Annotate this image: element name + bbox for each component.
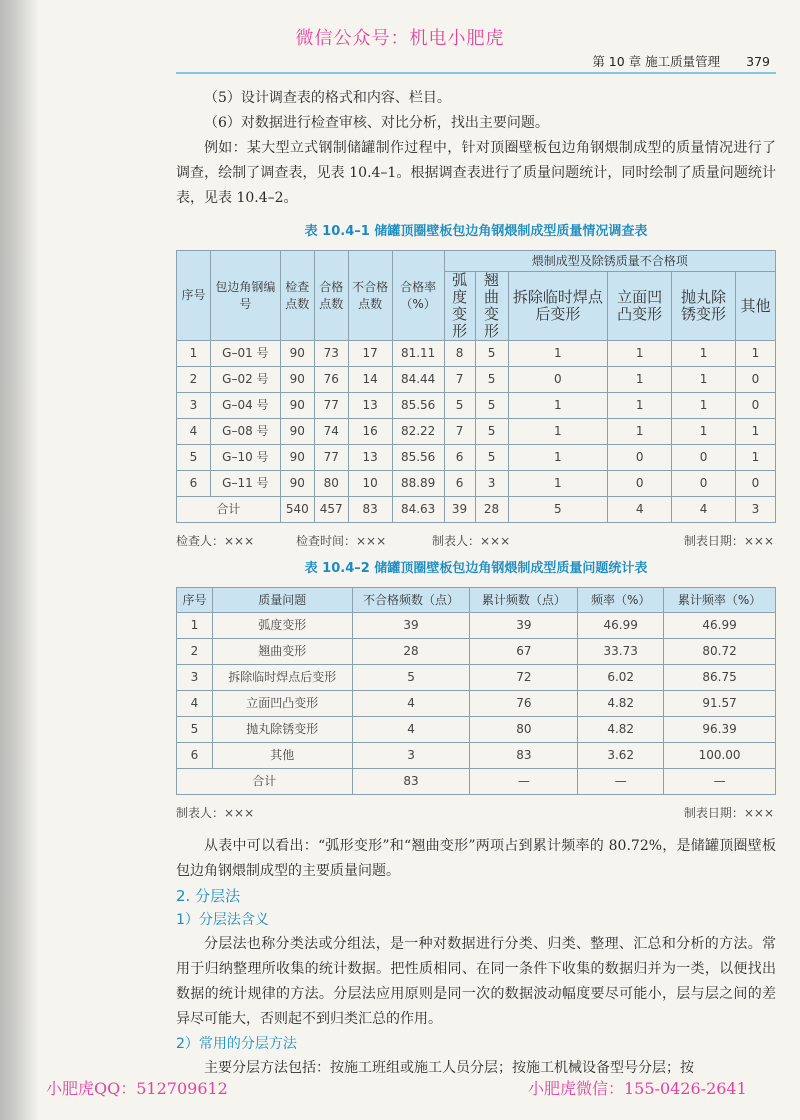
table2-caption: 表 10.4–2 储罐顶圈壁板包边角钢煨制成型质量问题统计表: [304, 561, 648, 576]
table-cell: 81.11: [392, 341, 444, 367]
table-cell: 1: [508, 445, 608, 471]
table1-signature-line: [176, 526, 776, 548]
table-row: [177, 691, 776, 717]
table-row: [177, 639, 776, 665]
table-cell: 1: [508, 471, 608, 497]
watermark-bottom-left: 小肥虎QQ：512709612: [46, 1079, 228, 1098]
table-cell: 弧度变形: [212, 613, 352, 639]
table-row: [177, 743, 776, 769]
table-cell: 85.56: [392, 445, 444, 471]
table-cell: 0: [735, 367, 775, 393]
table-cell: 46.99: [578, 613, 664, 639]
t1-subheader: 其他: [735, 272, 775, 341]
table-cell: 0: [508, 367, 608, 393]
table-cell: 100.00: [664, 743, 776, 769]
table-cell: 90: [280, 419, 314, 445]
table-cell: 2: [177, 367, 211, 393]
t1-header-id: 包边角钢编号: [210, 251, 280, 341]
total-cell: 540: [280, 497, 314, 523]
table-cell: 14: [348, 367, 392, 393]
table-cell: 91.57: [664, 691, 776, 717]
table-cell: 5: [177, 717, 213, 743]
table-cell: 33.73: [578, 639, 664, 665]
table-cell: G–01 号: [210, 341, 280, 367]
subsection-1-title: 1）分层法含义: [176, 912, 269, 928]
table-cell: 1: [608, 419, 672, 445]
list-item-5: （5）设计调查表的格式和内容、栏目。: [204, 90, 451, 106]
table-cell: G–11 号: [210, 471, 280, 497]
table-row: [177, 393, 776, 419]
page-binding-shadow: [0, 0, 38, 1120]
list-item-6: （6）对数据进行检查审核、对比分析，找出主要问题。: [204, 115, 549, 131]
table-cell: 90: [280, 471, 314, 497]
table-row: [177, 665, 776, 691]
table-cell: 1: [735, 419, 775, 445]
table2-signature-line: [176, 798, 776, 820]
t1-subheader: 抛丸除锈变形: [672, 272, 736, 341]
table-cell: G–10 号: [210, 445, 280, 471]
table-cell: 80: [314, 471, 348, 497]
t1-subheader: 立面凹凸变形: [608, 272, 672, 341]
running-header: [592, 52, 770, 70]
table-cell: 2: [177, 639, 213, 665]
table2-statistics: [176, 587, 776, 795]
table-cell: 1: [672, 419, 736, 445]
table-cell: 0: [735, 471, 775, 497]
table-row: [177, 445, 776, 471]
table-row: [177, 717, 776, 743]
table-cell: 3.62: [578, 743, 664, 769]
table-cell: 4.82: [578, 717, 664, 743]
table-cell: 5: [475, 419, 508, 445]
total-cell: 合计: [177, 769, 353, 795]
table-row: [177, 367, 776, 393]
table-cell: 1: [608, 367, 672, 393]
t2-header-cell: 累计频率（%）: [664, 588, 776, 613]
page-number: 379: [746, 54, 770, 69]
table-row: [177, 419, 776, 445]
table-cell: 5: [475, 445, 508, 471]
t2-header-cell: 频率（%）: [578, 588, 664, 613]
total-cell: 合计: [177, 497, 281, 523]
table-cell: 4: [352, 717, 470, 743]
example-paragraph: 例如：某大型立式钢制储罐制作过程中，针对顶圈壁板包边角钢煨制成型的质量情况进行了调查，绘制了调查表，见表 10.4–1。根据调查表进行了质量问题统计，同时绘制了质量问题统计表，见表 10.4–2。: [176, 140, 776, 206]
table-cell: 6: [177, 743, 213, 769]
table-cell: 1: [735, 341, 775, 367]
table-cell: 76: [314, 367, 348, 393]
table-cell: 5: [352, 665, 470, 691]
table-cell: 1: [177, 613, 213, 639]
t1-subheader: 拆除临时焊点后变形: [508, 272, 608, 341]
table-cell: 39: [470, 613, 578, 639]
section-title: 2. 分层法: [176, 887, 241, 905]
table-cell: 0: [672, 445, 736, 471]
table-cell: 80.72: [664, 639, 776, 665]
total-cell: —: [470, 769, 578, 795]
total-cell: 83: [348, 497, 392, 523]
table-cell: 4.82: [578, 691, 664, 717]
table-cell: 16: [348, 419, 392, 445]
t1-date: 制表日期：×××: [683, 534, 774, 548]
table-cell: 3: [177, 393, 211, 419]
t1-header-pass: 合格点数: [314, 251, 348, 341]
table-cell: 1: [608, 393, 672, 419]
table-cell: 3: [352, 743, 470, 769]
t1-maker: 制表人：×××: [432, 534, 511, 548]
table-cell: 77: [314, 393, 348, 419]
subsection-2-title: 2）常用的分层方法: [176, 1036, 297, 1052]
total-cell: 5: [508, 497, 608, 523]
table-cell: 6: [444, 471, 475, 497]
table-total-row: [177, 497, 776, 523]
subsection-2-text: 主要分层方法包括：按施工班组或施工人员分层；按施工机械设备型号分层；按: [204, 1060, 694, 1076]
table-cell: 82.22: [392, 419, 444, 445]
table-cell: 5: [177, 445, 211, 471]
t1-header-seq: 序号: [177, 251, 211, 341]
watermark-bottom-right: 小肥虎微信：155-0426-2641: [528, 1079, 747, 1098]
total-cell: 84.63: [392, 497, 444, 523]
table-cell: 90: [280, 393, 314, 419]
total-cell: 457: [314, 497, 348, 523]
table-cell: 4: [352, 691, 470, 717]
table-cell: 1: [508, 419, 608, 445]
table-cell: 13: [348, 445, 392, 471]
table-row: [177, 613, 776, 639]
table-cell: 6: [444, 445, 475, 471]
table-cell: G–08 号: [210, 419, 280, 445]
subsection-1-text: 分层法也称分类法或分组法，是一种对数据进行分类、归类、整理、汇总和分析的方法。常用于归纳整理所收集的统计数据。把性质相同、在同一条件下收集的数据归并为一类，以便找出数据的统计规律的方法。分层法应用原则是同一次的数据波动幅度要尽可能小，层与层之间的差异尽可能大，否则起不到归类汇总的作用。: [176, 936, 776, 1027]
table-cell: 84.44: [392, 367, 444, 393]
table-cell: 5: [444, 393, 475, 419]
table-cell: 90: [280, 341, 314, 367]
table-cell: 1: [735, 445, 775, 471]
table-cell: 74: [314, 419, 348, 445]
table-cell: 73: [314, 341, 348, 367]
watermark-top: 微信公众号：机电小肥虎: [295, 28, 505, 49]
table-cell: 13: [348, 393, 392, 419]
table-cell: 77: [314, 445, 348, 471]
t1-header-rate: 合格率（%）: [392, 251, 444, 341]
table-cell: 翘曲变形: [212, 639, 352, 665]
t2-header-cell: 质量问题: [212, 588, 352, 613]
table-cell: 1: [672, 367, 736, 393]
table-cell: 90: [280, 367, 314, 393]
t1-header-fail: 不合格点数: [348, 251, 392, 341]
table-cell: G–02 号: [210, 367, 280, 393]
table-cell: 39: [352, 613, 470, 639]
table-cell: 67: [470, 639, 578, 665]
table-cell: 0: [735, 393, 775, 419]
table-cell: 0: [672, 471, 736, 497]
page-content: [176, 86, 776, 1081]
t2-header-cell: 不合格频数（点）: [352, 588, 470, 613]
table-cell: 85.56: [392, 393, 444, 419]
table-cell: 立面凹凸变形: [212, 691, 352, 717]
table-cell: 8: [444, 341, 475, 367]
header-rule: [176, 72, 776, 74]
table-cell: 90: [280, 445, 314, 471]
table-cell: 1: [608, 341, 672, 367]
table-cell: 96.39: [664, 717, 776, 743]
table-cell: 拆除临时焊点后变形: [212, 665, 352, 691]
table-cell: 其他: [212, 743, 352, 769]
table-cell: 4: [177, 691, 213, 717]
total-cell: 28: [475, 497, 508, 523]
table-row: [177, 341, 776, 367]
table-cell: 3: [177, 665, 213, 691]
table-cell: 80: [470, 717, 578, 743]
table-cell: 76: [470, 691, 578, 717]
table-total-row: [177, 769, 776, 795]
table-cell: 1: [672, 341, 736, 367]
t2-date: 制表日期：×××: [683, 806, 774, 820]
total-cell: 83: [352, 769, 470, 795]
table-cell: 0: [608, 445, 672, 471]
table-cell: 72: [470, 665, 578, 691]
table-cell: 86.75: [664, 665, 776, 691]
table1-caption: 表 10.4–1 储罐顶圈壁板包边角钢煨制成型质量情况调查表: [304, 224, 648, 239]
table-cell: 46.99: [664, 613, 776, 639]
table-cell: 5: [475, 393, 508, 419]
table-cell: 7: [444, 367, 475, 393]
t1-inspect-time: 检查时间：×××: [296, 534, 387, 548]
table-cell: 5: [475, 367, 508, 393]
chapter-title: 第 10 章 施工质量管理: [592, 54, 721, 69]
table-cell: 5: [475, 341, 508, 367]
total-cell: 39: [444, 497, 475, 523]
t1-inspector: 检查人：×××: [176, 534, 255, 548]
total-cell: 4: [672, 497, 736, 523]
conclusion-paragraph: 从表中可以看出：“弧形变形”和“翘曲变形”两项占到累计频率的 80.72%，是储罐顶圈壁板包边角钢煨制成型的主要质量问题。: [176, 838, 776, 879]
t1-header-checked: 检查点数: [280, 251, 314, 341]
t2-maker: 制表人：×××: [176, 806, 255, 820]
table-cell: 抛丸除锈变形: [212, 717, 352, 743]
table-cell: 1: [508, 393, 608, 419]
total-cell: —: [578, 769, 664, 795]
total-cell: —: [664, 769, 776, 795]
t2-header-cell: 序号: [177, 588, 213, 613]
t1-subheader: 翘曲变形: [475, 272, 508, 341]
table-cell: 83: [470, 743, 578, 769]
table-cell: 7: [444, 419, 475, 445]
t1-header-group: 煨制成型及除锈质量不合格项: [444, 251, 775, 272]
table-cell: 0: [608, 471, 672, 497]
t1-subheader: 弧度变形: [444, 272, 475, 341]
table-cell: 6.02: [578, 665, 664, 691]
table-cell: 17: [348, 341, 392, 367]
table-cell: 10: [348, 471, 392, 497]
table1-survey: [176, 250, 776, 523]
table-cell: 1: [508, 341, 608, 367]
table-row: [177, 471, 776, 497]
total-cell: 3: [735, 497, 775, 523]
table-cell: 28: [352, 639, 470, 665]
table-cell: G–04 号: [210, 393, 280, 419]
table-cell: 1: [672, 393, 736, 419]
table-cell: 3: [475, 471, 508, 497]
table-cell: 1: [177, 341, 211, 367]
t2-header-cell: 累计频数（点）: [470, 588, 578, 613]
table-cell: 88.89: [392, 471, 444, 497]
total-cell: 4: [608, 497, 672, 523]
table-cell: 4: [177, 419, 211, 445]
table-cell: 6: [177, 471, 211, 497]
